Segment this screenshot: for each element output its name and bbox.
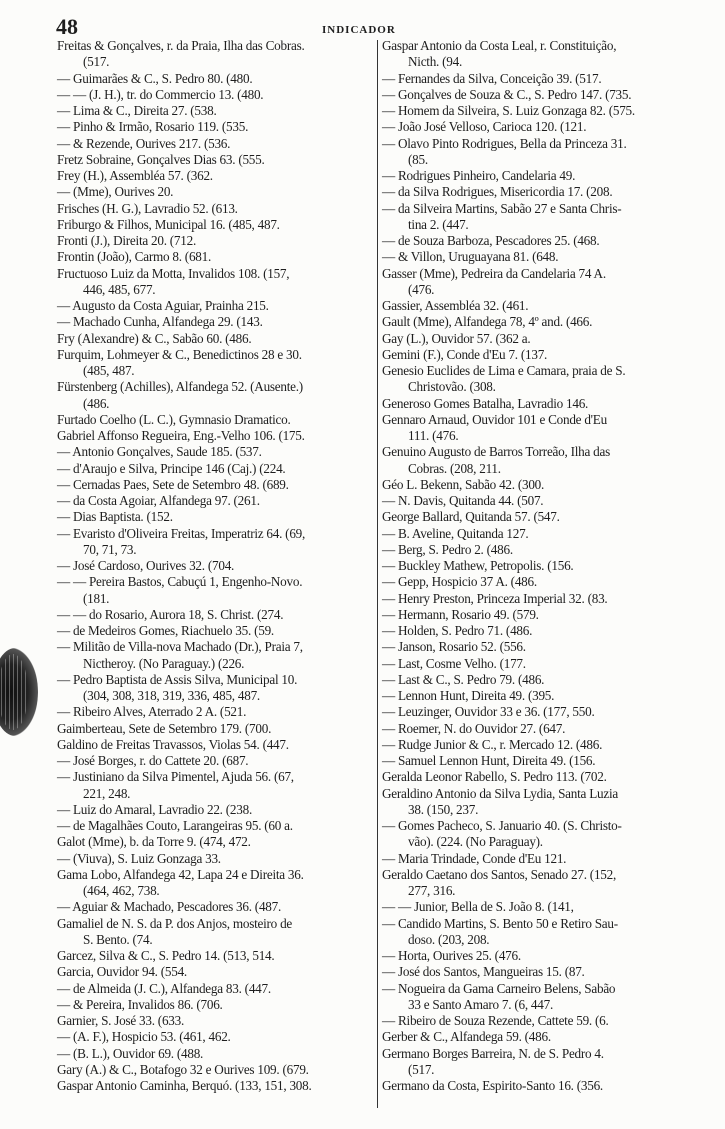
binding-artifact bbox=[0, 648, 38, 736]
directory-entry: — José dos Santos, Mangueiras 15. (87. bbox=[382, 964, 585, 980]
directory-entry: Fretz Sobraine, Gonçalves Dias 63. (555. bbox=[57, 151, 265, 167]
directory-entry: Gary (A.) & C., Botafogo 32 e Ourives 109. (679. bbox=[57, 1061, 309, 1077]
directory-entry: — de Souza Barboza, Pescadores 25. (468. bbox=[382, 233, 600, 248]
directory-entry: — N. Davis, Quitanda 44. (507. bbox=[382, 493, 544, 508]
directory-entry: — Guimarães & C., S. Pedro 80. (480. bbox=[57, 70, 253, 86]
directory-entry: — Rudge Junior & C., r. Mercado 12. (486. bbox=[382, 736, 603, 752]
directory-entry: — Samuel Lennon Hunt, Direita 49. (156. bbox=[382, 753, 596, 768]
directory-entry: Genesio Euclides de Lima e Camara, praia de S. bbox=[382, 363, 626, 378]
directory-entry: — — Junior, Bella de S. João 8. (141, bbox=[382, 899, 574, 915]
directory-entry: Garcia, Ouvidor 94. (554. bbox=[57, 964, 187, 980]
entry-continuation: (486. bbox=[83, 395, 110, 411]
entry-continuation: 446, 485, 677. bbox=[83, 281, 156, 297]
directory-entry: — Hermann, Rosario 49. (579. bbox=[382, 606, 539, 622]
directory-entry: Friburgo & Filhos, Municipal 16. (485, 487. bbox=[57, 216, 280, 232]
directory-entry: — Gomes Pacheco, S. Januario 40. (S. Christo- bbox=[382, 818, 622, 833]
directory-entry: — Lima & C., Direita 27. (538. bbox=[57, 103, 217, 118]
entry-continuation: (517. bbox=[408, 1061, 435, 1077]
directory-entry: — Evaristo d'Oliveira Freitas, Imperatriz 64. (69, bbox=[57, 525, 306, 541]
directory-entry: — (A. F.), Hospicio 53. (461, 462. bbox=[57, 1029, 231, 1045]
directory-entry: Fürstenberg (Achilles), Alfandega 52. (Ausente.) bbox=[57, 379, 303, 395]
directory-entry: Gaimberteau, Sete de Setembro 179. (700. bbox=[57, 720, 272, 736]
directory-entry: — Dias Baptista. (152. bbox=[57, 509, 173, 525]
directory-entry: Gassier, Assembléa 32. (461. bbox=[382, 298, 529, 313]
directory-entry: — João José Velloso, Carioca 120. (121. bbox=[382, 119, 587, 135]
directory-entry: Geraldo Caetano dos Santos, Senado 27. (152, bbox=[382, 866, 617, 882]
directory-entry: Frey (H.), Assembléa 57. (362. bbox=[57, 168, 213, 183]
entry-continuation: tina 2. (447. bbox=[408, 216, 469, 232]
directory-entry: — & Pereira, Invalidos 86. (706. bbox=[57, 996, 223, 1012]
directory-entry: — da Silveira Martins, Sabão 27 e Santa Chris- bbox=[382, 200, 622, 216]
directory-entry: — Janson, Rosario 52. (556. bbox=[382, 639, 526, 655]
entry-continuation: (304, 308, 318, 319, 336, 485, 487. bbox=[83, 688, 260, 703]
directory-entry: — de Magalhães Couto, Larangeiras 95. (60 a. bbox=[57, 818, 293, 833]
directory-entry: Gerber & C., Alfandega 59. (486. bbox=[382, 1029, 551, 1045]
directory-entry: Garnier, S. José 33. (633. bbox=[57, 1013, 185, 1028]
entry-continuation: vão). (224. (No Paraguay). bbox=[408, 834, 543, 850]
directory-entry: — Machado Cunha, Alfandega 29. (143. bbox=[57, 314, 263, 330]
directory-entry: Fructuoso Luiz da Motta, Invalidos 108. (157, bbox=[57, 265, 290, 281]
directory-entry: — Buckley Mathew, Petropolis. (156. bbox=[382, 558, 574, 573]
directory-entry: — & Villon, Uruguayana 81. (648. bbox=[382, 249, 559, 265]
directory-entry: Fronti (J.), Direita 20. (712. bbox=[57, 233, 197, 248]
left-column bbox=[57, 38, 375, 1094]
directory-entry: — Cernadas Paes, Sete de Setembro 48. (689. bbox=[57, 476, 289, 492]
entry-continuation: (517. bbox=[83, 54, 110, 70]
directory-entry: Germano Borges Barreira, N. de S. Pedro 4. bbox=[382, 1045, 604, 1061]
directory-entry: — — (J. H.), tr. do Commercio 13. (480. bbox=[57, 86, 264, 102]
entry-continuation: Nictheroy. (No Paraguay.) (226. bbox=[83, 655, 245, 671]
directory-entry: — José Cardoso, Ourives 32. (704. bbox=[57, 558, 235, 573]
entry-continuation: doso. (203, 208. bbox=[408, 931, 490, 947]
directory-entry: Generoso Gomes Batalha, Lavradio 146. bbox=[382, 395, 589, 411]
directory-entry: — Olavo Pinto Rodrigues, Bella da Princeza 31. bbox=[382, 135, 627, 151]
entry-continuation: (476. bbox=[408, 281, 435, 297]
directory-entry: — (Viuva), S. Luiz Gonzaga 33. bbox=[57, 850, 221, 866]
directory-entry: — Holden, S. Pedro 71. (486. bbox=[382, 623, 533, 638]
directory-entry: — Pinho & Irmão, Rosario 119. (535. bbox=[57, 119, 249, 135]
directory-entry: — José Borges, r. do Cattete 20. (687. bbox=[57, 753, 249, 768]
directory-entry: Genuino Augusto de Barros Torreão, Ilha das bbox=[382, 444, 610, 460]
directory-entry: — Horta, Ourives 25. (476. bbox=[382, 948, 521, 963]
directory-entry: Germano da Costa, Espirito-Santo 16. (356. bbox=[382, 1078, 603, 1093]
directory-entry: Gasser (Mme), Pedreira da Candelaria 74 A. bbox=[382, 265, 606, 281]
entry-continuation: 221, 248. bbox=[83, 785, 131, 801]
entry-continuation: (85. bbox=[408, 151, 428, 167]
directory-entry: Gault (Mme), Alfandega 78, 4º and. (466. bbox=[382, 314, 593, 330]
directory-entry: — Militão de Villa-nova Machado (Dr.), Praia 7, bbox=[57, 639, 303, 655]
directory-entry: George Ballard, Quitanda 57. (547. bbox=[382, 509, 560, 525]
directory-entry: — Lennon Hunt, Direita 49. (395. bbox=[382, 688, 555, 703]
directory-entry: — de Almeida (J. C.), Alfandega 83. (447. bbox=[57, 980, 271, 996]
directory-entry: — (B. L.), Ouvidor 69. (488. bbox=[57, 1045, 204, 1061]
directory-entry: Gaspar Antonio Caminha, Berquó. (133, 151, 308. bbox=[57, 1078, 312, 1093]
directory-entry: Freitas & Gonçalves, r. da Praia, Ilha das Cobras. bbox=[57, 38, 305, 53]
directory-entry: — Last & C., S. Pedro 79. (486. bbox=[382, 671, 545, 687]
entry-continuation: Nicth. (94. bbox=[408, 54, 463, 70]
entry-continuation: 277, 316. bbox=[408, 883, 456, 898]
directory-entry: Galdino de Freitas Travassos, Violas 54. (447. bbox=[57, 736, 289, 752]
entry-continuation: 70, 71, 73. bbox=[83, 541, 137, 557]
directory-entry: — Berg, S. Pedro 2. (486. bbox=[382, 541, 513, 557]
directory-entry: — Gepp, Hospicio 37 A. (486. bbox=[382, 574, 537, 590]
directory-entry: — — Pereira Bastos, Cabuçú 1, Engenho-Novo. bbox=[57, 574, 303, 590]
directory-entry: Gaspar Antonio da Costa Leal, r. Constituição, bbox=[382, 38, 617, 53]
directory-entry: Galot (Mme), b. da Torre 9. (474, 472. bbox=[57, 834, 251, 850]
directory-entry: Geralda Leonor Rabello, S. Pedro 113. (702. bbox=[382, 769, 607, 785]
entry-continuation: 111. (476. bbox=[408, 428, 459, 443]
directory-entry: — B. Aveline, Quitanda 127. bbox=[382, 525, 529, 541]
entry-continuation: (464, 462, 738. bbox=[83, 883, 160, 898]
directory-entry: — da Silva Rodrigues, Misericordia 17. (208. bbox=[382, 184, 613, 200]
right-column bbox=[382, 38, 717, 1094]
directory-entry: Gemini (F.), Conde d'Eu 7. (137. bbox=[382, 346, 548, 362]
directory-entry: — — do Rosario, Aurora 18, S. Christ. (274. bbox=[57, 606, 284, 622]
directory-entry: — Pedro Baptista de Assis Silva, Municipal 10. bbox=[57, 671, 298, 687]
directory-entry: Fry (Alexandre) & C., Sabão 60. (486. bbox=[57, 330, 252, 346]
directory-entry: Géo L. Bekenn, Sabão 42. (300. bbox=[382, 476, 545, 492]
directory-entry: — Roemer, N. do Ouvidor 27. (647. bbox=[382, 720, 566, 736]
directory-entry: — Luiz do Amaral, Lavradio 22. (238. bbox=[57, 801, 252, 817]
directory-entry: — da Costa Agoiar, Alfandega 97. (261. bbox=[57, 493, 260, 508]
entry-continuation: 33 e Santo Amaro 7. (6, 447. bbox=[408, 996, 554, 1012]
running-head: INDICADOR bbox=[322, 24, 396, 36]
directory-entry: — Gonçalves de Souza & C., S. Pedro 147. (735. bbox=[382, 86, 632, 102]
directory-entry: Gama Lobo, Alfandega 42, Lapa 24 e Direita 36. bbox=[57, 866, 304, 882]
entry-continuation: Christovão. (308. bbox=[408, 379, 496, 395]
entry-continuation: (181. bbox=[83, 590, 110, 606]
directory-entry: Garcez, Silva & C., S. Pedro 14. (513, 514. bbox=[57, 948, 275, 963]
directory-entry: — Rodrigues Pinheiro, Candelaria 49. bbox=[382, 168, 576, 183]
directory-entry: — Ribeiro Alves, Aterrado 2 A. (521. bbox=[57, 704, 247, 720]
page-number: 48 bbox=[56, 14, 78, 39]
directory-entry: Gamaliel de N. S. da P. dos Anjos, mosteiro de bbox=[57, 915, 293, 931]
directory-entry: — Nogueira da Gama Carneiro Belens, Sabão bbox=[382, 980, 616, 996]
directory-entry: — & Rezende, Ourives 217. (536. bbox=[57, 135, 231, 151]
directory-entry: — Ribeiro de Souza Rezende, Cattete 59. (6. bbox=[382, 1013, 609, 1028]
directory-entry: Frontin (João), Carmo 8. (681. bbox=[57, 249, 212, 265]
directory-entry: — Fernandes da Silva, Conceição 39. (517. bbox=[382, 70, 602, 86]
directory-entry: — Leuzinger, Ouvidor 33 e 36. (177, 550. bbox=[382, 704, 595, 720]
directory-entry: Geraldino Antonio da Silva Lydia, Santa Luzia bbox=[382, 785, 618, 801]
directory-entry: — Last, Cosme Velho. (177. bbox=[382, 655, 526, 671]
directory-entry: — Augusto da Costa Aguiar, Prainha 215. bbox=[57, 298, 269, 313]
directory-entry: — de Medeiros Gomes, Riachuelo 35. (59. bbox=[57, 623, 274, 638]
entry-continuation: S. Bento. (74. bbox=[83, 931, 153, 947]
directory-entry: — Henry Preston, Princeza Imperial 32. (83. bbox=[382, 590, 608, 606]
entry-continuation: 38. (150, 237. bbox=[408, 801, 479, 817]
directory-entry: Gay (L.), Ouvidor 57. (362 a. bbox=[382, 330, 531, 346]
directory-entry: — (Mme), Ourives 20. bbox=[57, 184, 174, 200]
directory-entry: Furquim, Lohmeyer & C., Benedictinos 28 e 30. bbox=[57, 346, 302, 362]
directory-entry: — Candido Martins, S. Bento 50 e Retiro Sau- bbox=[382, 915, 618, 931]
column-divider bbox=[377, 40, 378, 1108]
directory-entry: Gabriel Affonso Regueira, Eng.-Velho 106. (175. bbox=[57, 428, 305, 443]
directory-entry: Gennaro Arnaud, Ouvidor 101 e Conde d'Eu bbox=[382, 411, 607, 427]
directory-entry: Furtado Coelho (L. C.), Gymnasio Dramatico. bbox=[57, 411, 291, 427]
directory-entry: — Maria Trindade, Conde d'Eu 121. bbox=[382, 850, 567, 866]
entry-continuation: Cobras. (208, 211. bbox=[408, 460, 501, 476]
directory-entry: — Justiniano da Silva Pimentel, Ajuda 56. (67, bbox=[57, 769, 294, 785]
directory-entry: — Homem da Silveira, S. Luiz Gonzaga 82. (575. bbox=[382, 103, 635, 118]
directory-entry: — d'Araujo e Silva, Principe 146 (Caj.) (224. bbox=[57, 460, 286, 476]
entry-continuation: (485, 487. bbox=[83, 363, 135, 378]
directory-entry: — Antonio Gonçalves, Saude 185. (537. bbox=[57, 444, 262, 460]
directory-entry: Frisches (H. G.), Lavradio 52. (613. bbox=[57, 200, 238, 216]
directory-entry: — Aguiar & Machado, Pescadores 36. (487. bbox=[57, 899, 282, 915]
